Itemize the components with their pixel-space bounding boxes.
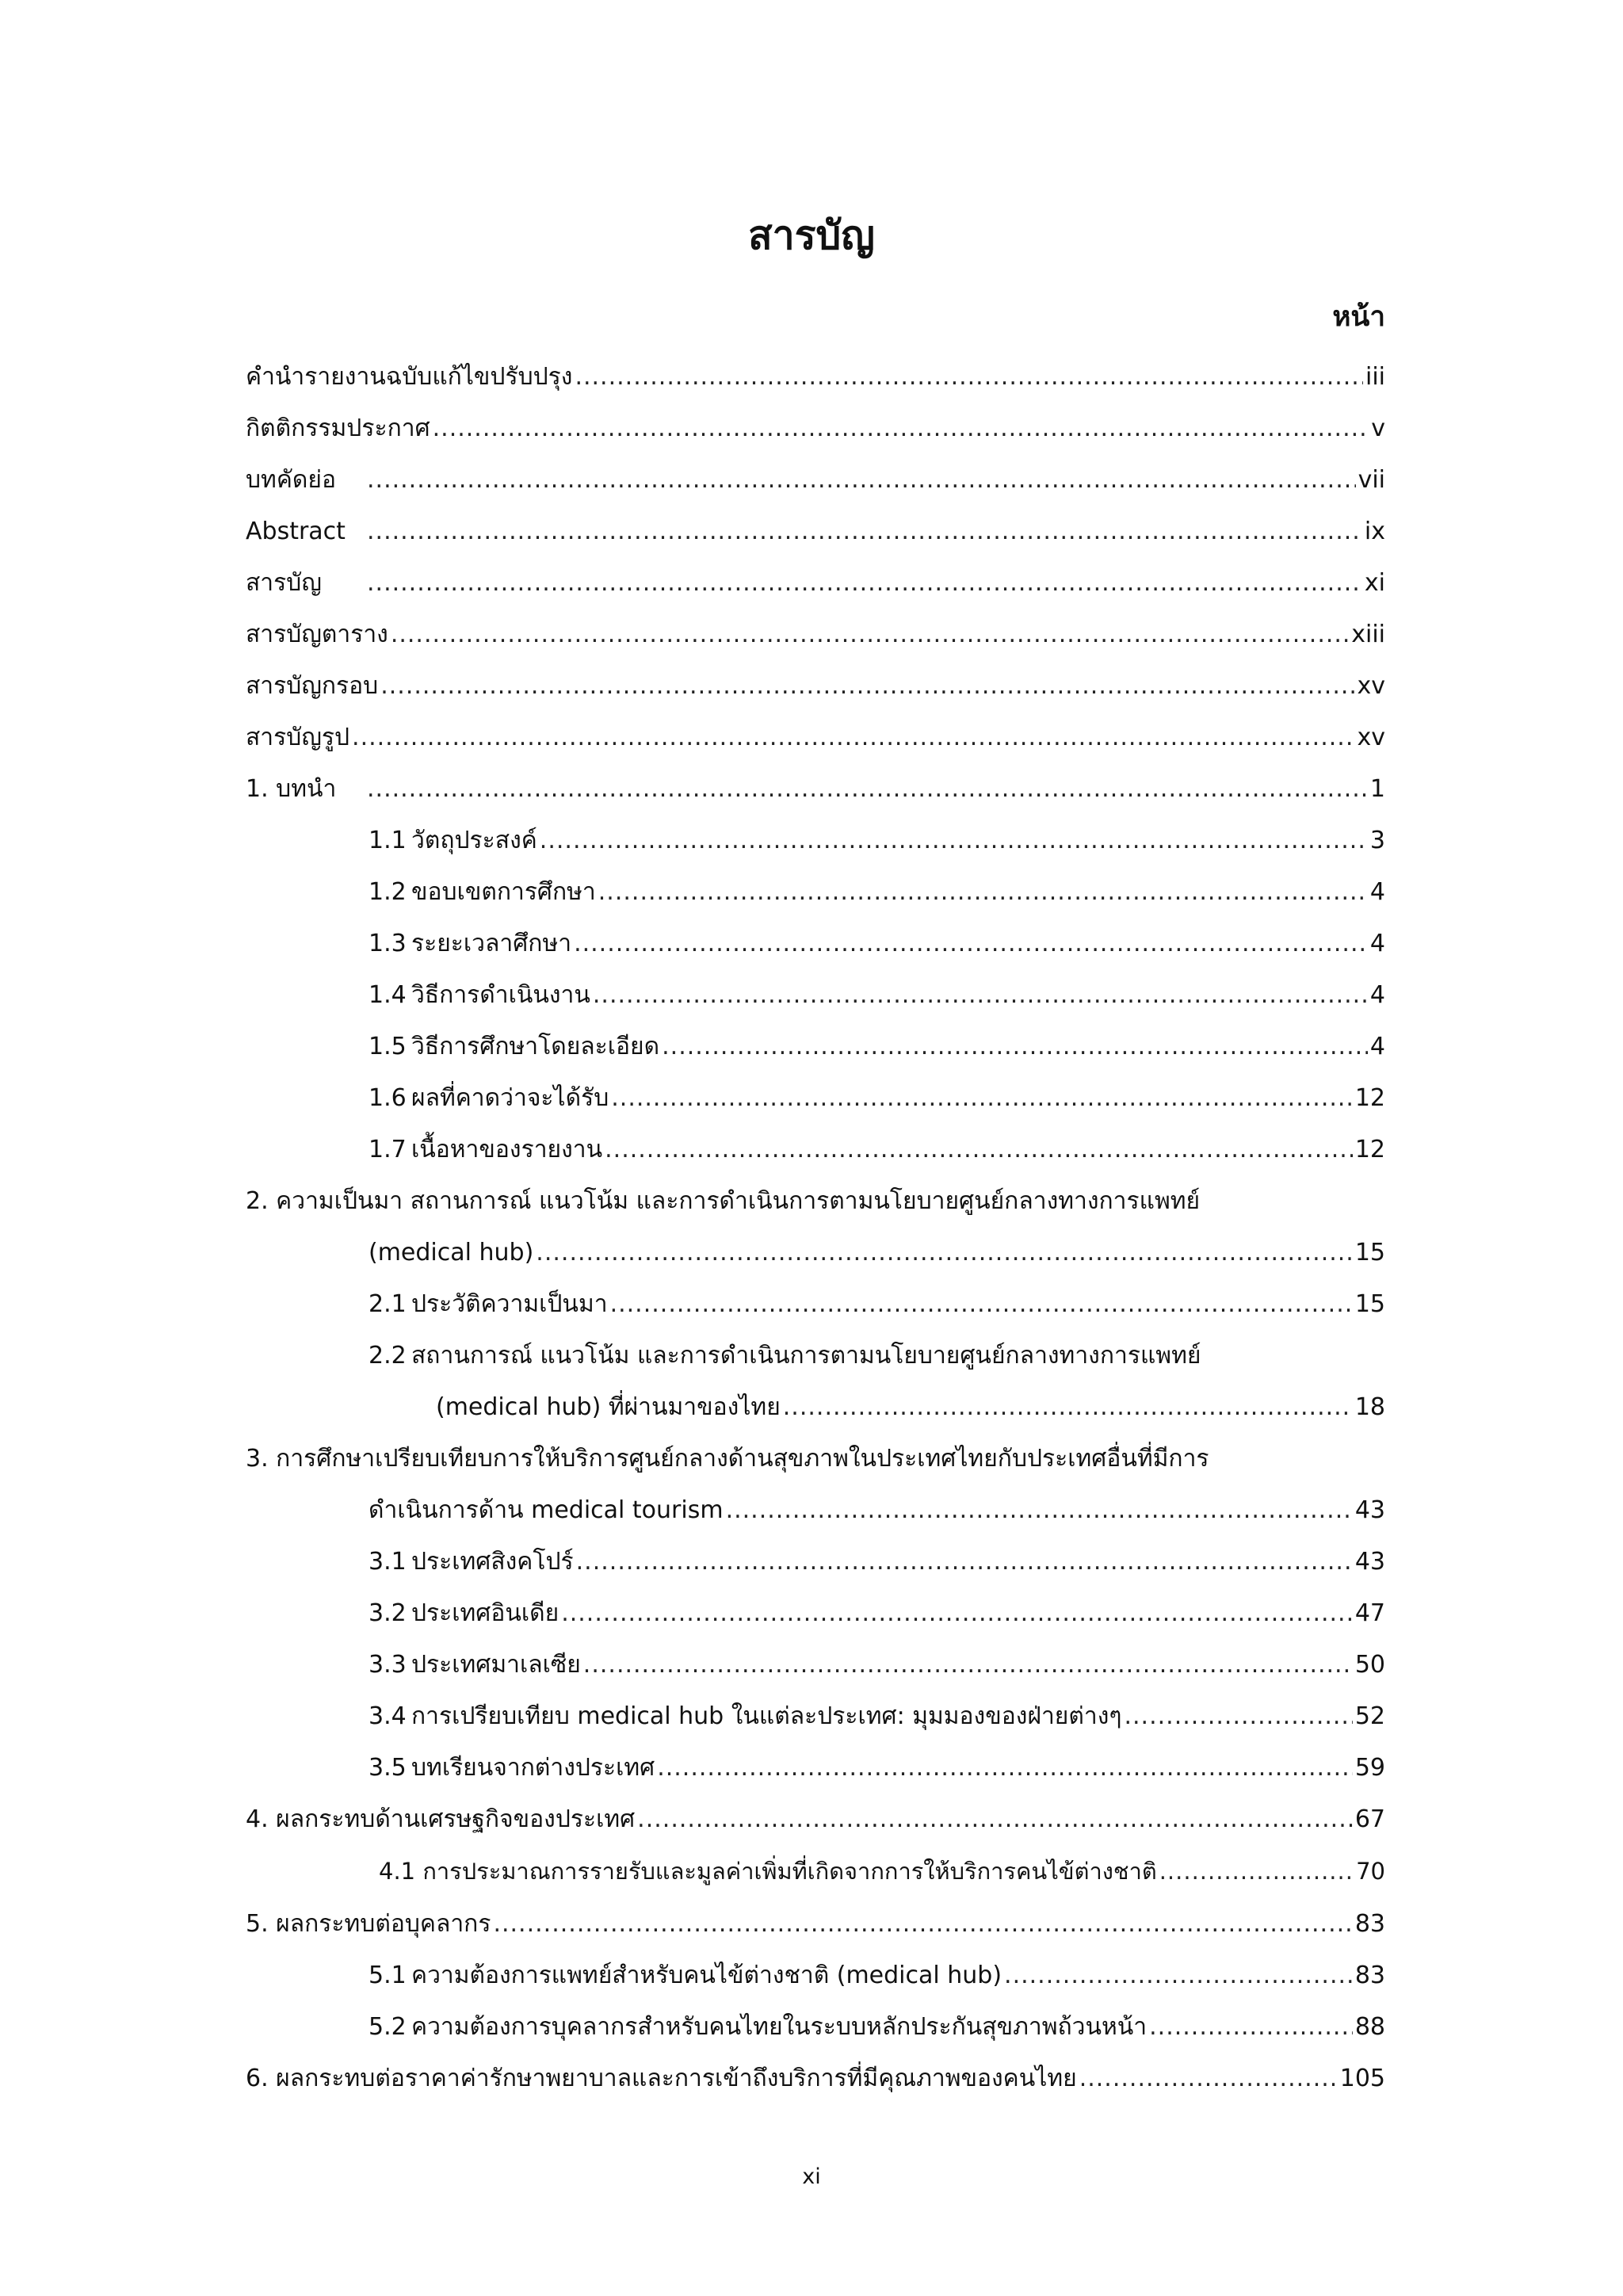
toc-section[interactable]: 3.5 บทเรียนจากต่างประเทศ ..... 59 bbox=[369, 1748, 1385, 1788]
toc-entry[interactable]: กิตติกรรมประกาศ ..... v bbox=[246, 409, 1385, 449]
toc-section[interactable]: 3.4 การเปรียบเทียบ medical hub ในแต่ละประเทศ: มุมมองของฝ่ายต่างๆ ..... 52 bbox=[369, 1697, 1385, 1736]
toc-section[interactable]: 3.1 ประเทศสิงคโปร์ ..... 43 bbox=[369, 1542, 1385, 1582]
page-title: สารบัญ bbox=[748, 212, 875, 258]
toc-entry[interactable]: สารบัญรูป ..... xv bbox=[246, 718, 1385, 758]
toc-section[interactable]: 1.2 ขอบเขตการศึกษา ..... 4 bbox=[369, 873, 1385, 912]
toc-section-continuation[interactable]: (medical hub) ที่ผ่านมาของไทย ..... 18 bbox=[436, 1388, 1385, 1427]
toc-chapter[interactable]: 2. ความเป็นมา สถานการณ์ แนวโน้ม และการดำเนินการตามนโยบายศูนย์กลางทางการแพทย์ bbox=[246, 1187, 1201, 1215]
toc-chapter[interactable]: 4. ผลกระทบด้านเศรษฐกิจของประเทศ ..... 67 bbox=[246, 1800, 1385, 1839]
toc-section[interactable]: 2.1 ประวัติความเป็นมา ..... 15 bbox=[369, 1285, 1385, 1324]
toc-section[interactable]: 1.6 ผลที่คาดว่าจะได้รับ ..... 12 bbox=[369, 1079, 1385, 1118]
toc-entry[interactable]: บทคัดย่อ ..... vii bbox=[246, 460, 1385, 500]
toc-section[interactable]: 2.2 สถานการณ์ แนวโน้ม และการดำเนินการตามนโยบายศูนย์กลางทางการแพทย์ bbox=[369, 1342, 1201, 1370]
toc-chapter-continuation[interactable]: (medical hub) ..... 15 bbox=[369, 1233, 1385, 1273]
toc-section[interactable]: 4.1 การประมาณการรายรับและมูลค่าเพิ่มที่เกิดจากการให้บริการคนไข้ต่างชาติ ..... 70 bbox=[379, 1851, 1385, 1891]
toc-section[interactable]: 1.3 ระยะเวลาศึกษา ..... 4 bbox=[369, 924, 1385, 964]
toc-section[interactable]: 1.5 วิธีการศึกษาโดยละเอียด ..... 4 bbox=[369, 1027, 1385, 1067]
toc-chapter[interactable]: 1. บทนำ ..... 1 bbox=[246, 770, 1385, 809]
toc-entry[interactable]: สารบัญตาราง ..... xiii bbox=[246, 615, 1385, 655]
toc-section[interactable]: 3.2 ประเทศอินเดีย ..... 47 bbox=[369, 1594, 1385, 1633]
page-number: xi bbox=[802, 2164, 821, 2189]
toc-section[interactable]: 1.1 วัตถุประสงค์ ..... 3 bbox=[369, 821, 1385, 861]
toc-entry[interactable]: สารบัญกรอบ ..... xv bbox=[246, 667, 1385, 706]
toc-chapter[interactable]: 3. การศึกษาเปรียบเทียบการให้บริการศูนย์กลางด้านสุขภาพในประเทศไทยกับประเทศอื่นที่มีการ bbox=[246, 1445, 1209, 1473]
toc-chapter-continuation[interactable]: ดำเนินการด้าน medical tourism ..... 43 bbox=[369, 1491, 1385, 1530]
toc-entry[interactable]: คำนำรายงานฉบับแก้ไขปรับปรุง ..... iii bbox=[246, 357, 1385, 397]
toc-section[interactable]: 1.7 เนื้อหาของรายงาน ..... 12 bbox=[369, 1130, 1385, 1170]
toc-section[interactable]: 5.2 ความต้องการบุคลากรสำหรับคนไทยในระบบหลักประกันสุขภาพถ้วนหน้า ..... 88 bbox=[369, 2008, 1385, 2047]
page-column-header: หน้า bbox=[1332, 301, 1385, 333]
toc-section[interactable]: 5.1 ความต้องการแพทย์สำหรับคนไข้ต่างชาติ (medical hub) ..... 83 bbox=[369, 1956, 1385, 1996]
toc-section[interactable]: 3.3 ประเทศมาเลเซีย ..... 50 bbox=[369, 1645, 1385, 1685]
toc-chapter[interactable]: 5. ผลกระทบต่อบุคลากร ..... 83 bbox=[246, 1904, 1385, 1944]
toc-section[interactable]: 1.4 วิธีการดำเนินงาน ..... 4 bbox=[369, 976, 1385, 1015]
toc-entry[interactable]: สารบัญ ..... xi bbox=[246, 563, 1385, 603]
toc-entry[interactable]: Abstract ..... ix bbox=[246, 512, 1385, 552]
toc-chapter[interactable]: 6. ผลกระทบต่อราคาค่ารักษาพยาบาลและการเข้าถึงบริการที่มีคุณภาพของคนไทย ..... 105 bbox=[246, 2059, 1385, 2099]
